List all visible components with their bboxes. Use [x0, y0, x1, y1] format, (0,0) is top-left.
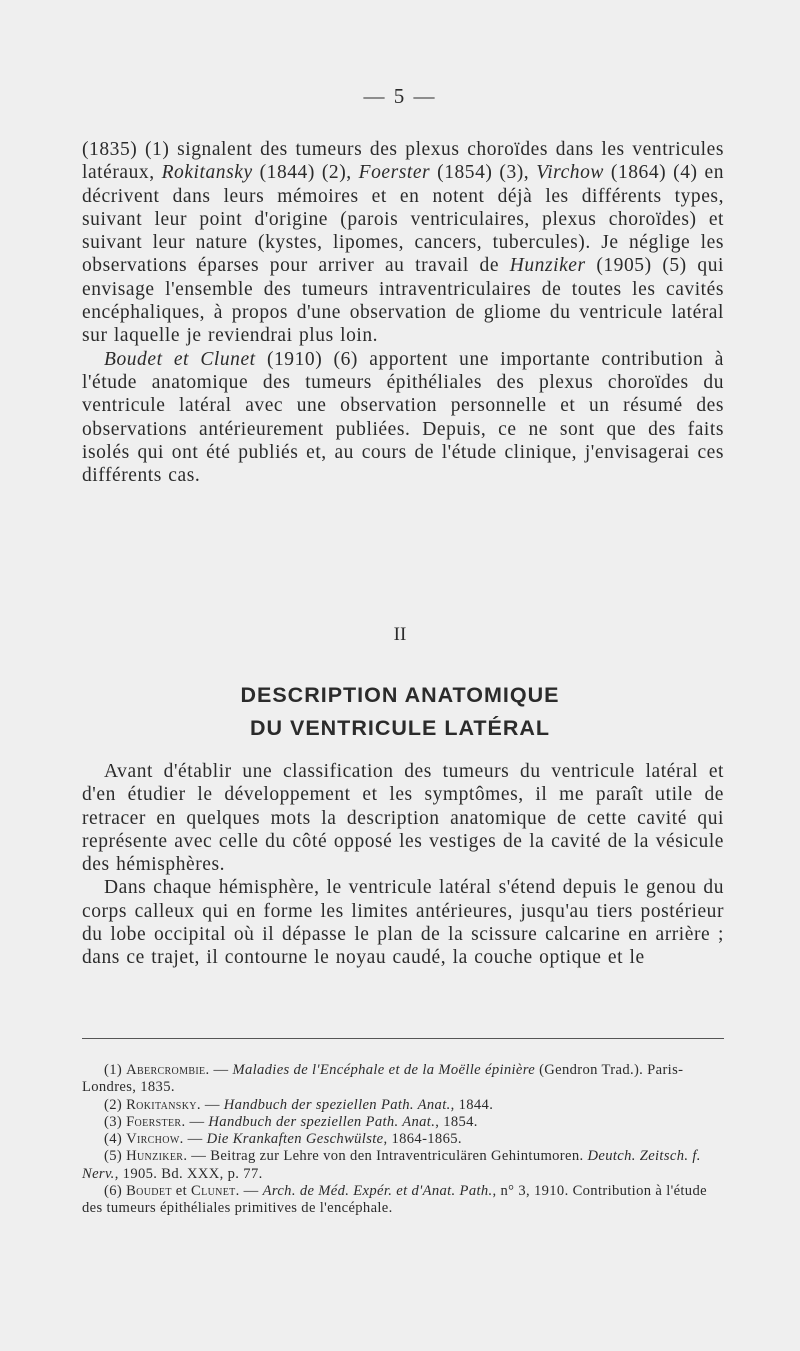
footnote-number: (6)	[104, 1183, 123, 1200]
footnote-author: Rokitansky	[126, 1096, 197, 1113]
footnote-1	[82, 1062, 726, 1097]
paragraph-history-2	[82, 348, 724, 488]
footnote-2	[82, 1097, 726, 1114]
text-span: (1910) (6) apportent une importante contribution à l'étude anatomique des tumeurs épithéliales des plexus choroïdes du ventricule latéral avec une observation personnelle et un résumé des observations antérieurement publiées. Depuis, ce ne sont que des faits isolés qui ont été publiés et, au cours de l'étude clinique, j'envisagerai ces différents cas.	[82, 348, 724, 487]
footnote-6	[82, 1183, 726, 1218]
footnote-number: (1)	[104, 1062, 123, 1078]
text-span: . —	[235, 1183, 263, 1200]
footnote-4	[82, 1131, 726, 1148]
footnotes	[82, 1062, 726, 1218]
footnote-title: Deutch. Zeitsch. f. Nerv.	[82, 1148, 701, 1182]
text-span: (1844) (2),	[252, 162, 359, 184]
text-span: . — Beitrag zur Lehre von den Intraventriculären Gehintumoren.	[183, 1148, 588, 1165]
paragraph-anatomy-2: Dans chaque hémisphère, le ventricule latéral s'étend depuis le genou du corps calleux qui en forme les limites antérieures, jusqu'au tiers postérieur du lobe occipital où il dépasse le plan de la scissure calcarine en arrière ; dans ce trajet, il contourne le noyau caudé, la couche optique et le	[82, 877, 724, 969]
footnote-title: Handbuch der speziellen Path. Anat.	[208, 1113, 436, 1130]
footnote-5	[82, 1148, 726, 1183]
text-span: (1905) (5) qui envisage l'ensemble des tumeurs intraventriculaires de toutes les cavités encéphaliques, à propos d'une observation de gliome du ventricule latéral sur laquelle je reviendrai plus loin.	[82, 255, 724, 347]
text-span: , 1864-1865.	[383, 1131, 462, 1148]
text-block-anatomy	[82, 760, 724, 970]
footnote-title: Die Krankaften Geschwülste	[206, 1131, 384, 1148]
footnote-3	[82, 1114, 726, 1131]
text-span: (1864) (4) en décrivent dans leurs mémoires et en notent déjà les différents types, suivant leur point d'origine (parois ventriculaires, plexus choroïdes) et suivant leur nature (kystes, lipomes, cancers, tubercules). Je néglige les observations éparses pour arriver au travail de	[82, 162, 725, 277]
text-span: . —	[205, 1062, 233, 1078]
footnote-number: (3)	[104, 1113, 123, 1130]
page-number: — 5 —	[363, 84, 437, 108]
author-name: Rokitansky	[161, 162, 253, 184]
footnote-title: Maladies de l'Encéphale et de la Moëlle épinière	[232, 1062, 536, 1078]
footnote-number: (4)	[104, 1131, 123, 1148]
text-span: (1854) (3),	[430, 162, 537, 184]
footnote-title: Handbuch der speziellen Path. Anat.	[223, 1096, 451, 1113]
section-number: II	[393, 624, 407, 645]
text-span: (Gendron Trad.). Paris-Londres, 1835.	[82, 1062, 684, 1096]
footnote-title: Arch. de Méd. Expér. et d'Anat. Path.	[262, 1183, 493, 1200]
footnote-divider	[82, 1038, 724, 1039]
author-name: Virchow	[536, 162, 604, 184]
text-span: et	[171, 1183, 192, 1200]
section-title-line-1: DESCRIPTION ANATOMIQUE	[240, 683, 560, 707]
section-title-line-2: DU VENTRICULE LATÉRAL	[249, 716, 551, 740]
footnote-author: Virchow	[126, 1131, 180, 1148]
text-span: . —	[196, 1096, 224, 1113]
author-name: Boudet et Clunet	[104, 348, 256, 370]
author-name: Hunziker	[509, 255, 586, 277]
footnote-author: Hunziker	[126, 1148, 184, 1165]
text-span: (1835) (1) signalent des tumeurs des plexus choroïdes dans les ventricules latéraux,	[82, 139, 724, 184]
footnote-author: Abercrombie	[126, 1062, 206, 1078]
paragraph-history-1	[82, 138, 724, 348]
text-span: . —	[179, 1131, 207, 1148]
footnote-author: Boudet	[126, 1183, 172, 1200]
paragraph-anatomy-1: Avant d'établir une classification des tumeurs du ventricule latéral et d'en étudier le développement et les symptômes, il me paraît utile de retracer en quelques mots la description anatomique de cette cavité qui représente avec celle du côté opposé les vestiges de la cavité de la vésicule des hémisphères.	[82, 761, 724, 876]
text-span: , 1854.	[435, 1113, 478, 1130]
text-span: , 1844.	[450, 1096, 494, 1113]
footnote-number: (2)	[104, 1096, 123, 1113]
author-name: Foerster	[358, 162, 431, 184]
footnote-number: (5)	[104, 1148, 123, 1165]
text-span: . —	[181, 1113, 209, 1130]
text-span: , 1905. Bd. XXX, p. 77.	[114, 1165, 263, 1182]
text-span: , n° 3, 1910. Contribution à l'étude des tumeurs épithéliales primitives de l'encéphale.	[82, 1183, 707, 1217]
footnote-author: Foerster	[126, 1113, 182, 1130]
footnote-author: Clunet	[191, 1183, 236, 1200]
text-block-history	[82, 138, 724, 487]
